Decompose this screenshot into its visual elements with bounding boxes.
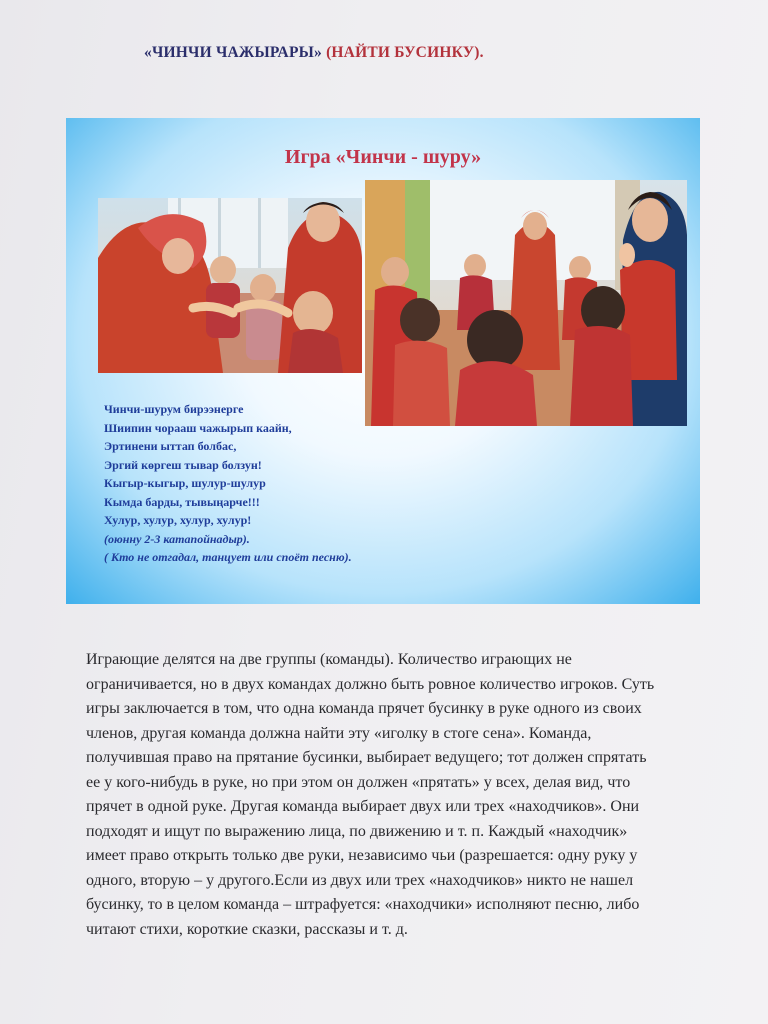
poem-line: Кымда барды, тывыңарче!!! bbox=[104, 494, 260, 509]
poem-note-penalty: ( Кто не отгадал, танцует или споёт песню). bbox=[104, 550, 352, 564]
poem-block bbox=[104, 400, 352, 567]
description-line: Играющие делятся на две группы (команды). Количество играющих не bbox=[86, 651, 572, 668]
description-line: игры заключается в том, что одна команда прячет бусинку в руке одного из своих bbox=[86, 700, 642, 717]
description-line: ее у кого-нибудь в руке, но при этом он должен «прятать» у всех, делая вид, что bbox=[86, 773, 631, 791]
poem-line: Эргий көргеш тывар болзун! bbox=[104, 457, 262, 472]
description-line: членов, другая команда должна найти эту «иголку в стоге сена». Команда, bbox=[86, 724, 592, 742]
description-line: читают стихи, короткие сказки, рассказы и т. д. bbox=[86, 920, 408, 938]
game-description bbox=[86, 648, 768, 942]
title-game-name: «ЧИНЧИ ЧАЖЫРАРЫ» bbox=[144, 44, 322, 61]
description-line: одного, вторую – у другого.Если из двух или трех «находчиков» никто не нашел bbox=[86, 871, 634, 889]
poem-note-repeat: (оюнну 2-3 катапойнадыр). bbox=[104, 531, 250, 546]
description-line: получившая право на прятание бусинки, выбирает ведущего; тот должен спрятать bbox=[86, 749, 647, 766]
title-translation: (НАЙТИ БУСИНКУ). bbox=[326, 44, 484, 61]
game-illustration-panel bbox=[66, 118, 700, 604]
photo-children-circle-right bbox=[365, 180, 687, 426]
poem-line: Кыгыр-кыгыр, шулур-шулур bbox=[104, 476, 266, 490]
description-line: подходят и ищут по выражению лица, по движению и т. п. Каждый «находчик» bbox=[86, 822, 628, 840]
photo-children-playing-left bbox=[98, 198, 362, 373]
poem-line: Хулур, хулур, хулур, хулур! bbox=[104, 513, 252, 527]
poem-line: Эртинени ыттап болбас, bbox=[104, 439, 237, 453]
description-line: прячет в одной руке. Другая команда выбирает двух или трех «находчиков». Они bbox=[86, 798, 640, 815]
page-title bbox=[144, 44, 484, 62]
description-line: бусинку, то в целом команда – штрафуется: «находчики» исполняют песню, либо bbox=[86, 896, 640, 913]
description-line: имеет право открыть только две руки, независимо чьи (разрешается: одну руку у bbox=[86, 847, 638, 864]
poem-line: Чинчи-шурум бирээнерге bbox=[104, 402, 244, 416]
poem-line: Шиипин чорааш чажырып каайн, bbox=[104, 420, 292, 435]
description-line: ограничивается, но в двух командах должно быть ровное количество игроков. Суть bbox=[86, 675, 655, 693]
panel-title: Игра «Чинчи - шуру» bbox=[284, 146, 482, 168]
